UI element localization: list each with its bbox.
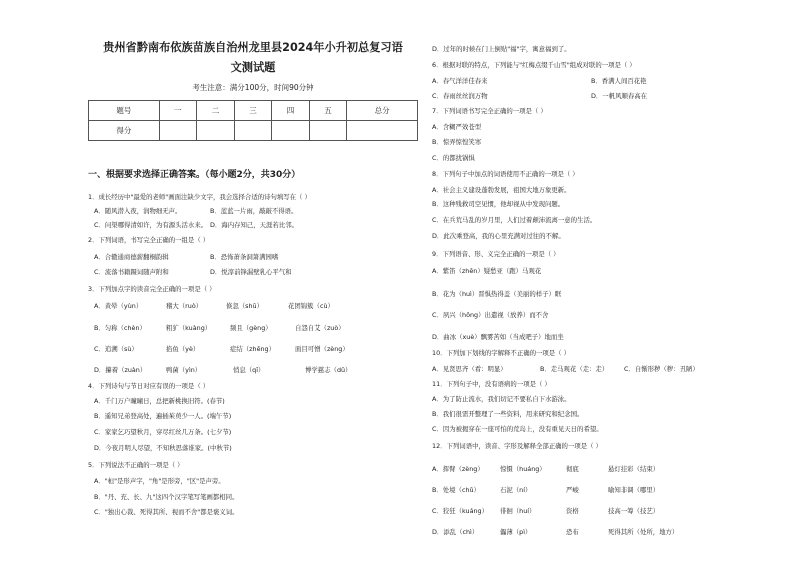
left-line: C．家家乞巧望秋月，穿尽红丝几万条。(七夕节) xyxy=(94,428,232,436)
score-header-cell: 总分 xyxy=(347,101,418,121)
left-line: 倏忽（shū） xyxy=(226,302,263,310)
score-cell[interactable] xyxy=(197,121,235,141)
score-cell[interactable] xyxy=(347,121,418,141)
left-line: 鸭菌（yìn） xyxy=(166,366,202,374)
score-header-cell: 五 xyxy=(309,101,347,121)
left-line: 1．成长经历中"最爱的老师"画面注缺少文字，我会选择合适的诗句填写在（ ） xyxy=(88,193,311,201)
right-line: D．曲冰（xuè）飘雾苦如（当成吧子）地而坐 xyxy=(432,333,564,341)
right-line: A．紫笛（zhēn）疑愁亚（跑）马观花 xyxy=(432,267,542,275)
score-header-cell: 题号 xyxy=(89,101,160,121)
score-table xyxy=(88,100,418,141)
score-cell[interactable] xyxy=(159,121,197,141)
left-line: C．追溯（sù） xyxy=(94,345,138,353)
right-line: 喻知非调（哪里） xyxy=(608,486,660,494)
right-line: 10．下列加下划线的字解释不正确的一项是（ ） xyxy=(432,349,570,357)
right-line: B．我们很需开整理了一些资料，用来研究和纪念国。 xyxy=(432,410,584,418)
right-line: 死得其所（处所，地方） xyxy=(608,528,679,536)
left-line: 稽大（ruò） xyxy=(166,302,203,310)
score-cell[interactable] xyxy=(272,121,310,141)
right-line: 儡薄（pì） xyxy=(500,528,532,536)
left-line: 面目可憎（zèng） xyxy=(295,345,349,353)
right-line: B．走马观花（走：走） xyxy=(540,365,609,373)
right-line: D．一帆风顺春高在 xyxy=(591,92,648,100)
right-line: A．春气洋洋佳春来 xyxy=(432,77,488,85)
left-line: 频且（gèng） xyxy=(230,324,272,332)
score-header-cell: 三 xyxy=(234,101,272,121)
right-line: B．处境（chǔ） xyxy=(432,486,480,494)
right-line: C．春雨丝丝润万物 xyxy=(432,92,488,100)
right-line: 技高一筹（技艺） xyxy=(608,507,660,515)
left-line: 症结（zhēng） xyxy=(230,345,276,353)
right-line: C．狡狂（kuáng） xyxy=(432,507,488,515)
right-line: C．自惭形秽（秽：丑陋） xyxy=(624,365,699,373)
right-line: 6．根据对联的特点，下列能与"红梅点缀千山雪"组成对联的一项是（ ） xyxy=(432,61,636,69)
right-line: C．在兵荒马乱的岁月里，人们过着颠沛流离一意的生活。 xyxy=(432,216,597,224)
right-line: A．为了防止流水，我们切记不要私自下水游泳。 xyxy=(432,395,571,403)
right-line: C．夙兴（hōng）出遣视（放养）而不舍 xyxy=(432,311,549,319)
left-line: C．问渠哪得清如许，为有源头活水来。 xyxy=(94,221,208,229)
right-line: 11．下列句子中，没有语病的一项是（ ） xyxy=(432,380,551,388)
right-line: 徘徊（huí） xyxy=(500,507,536,515)
left-line: 悄息（qī） xyxy=(233,366,265,374)
score-cell[interactable] xyxy=(234,121,272,141)
exam-notice: 考生注意：满分100分，时间90分钟 xyxy=(192,83,314,92)
left-line: C．"独出心裁、死得其所、视而不舍"都是褒义词。 xyxy=(94,508,239,516)
right-line: A．见贤思齐（看：明显） xyxy=(432,365,507,373)
left-line: A．随风潜入夜，润物细无声。 xyxy=(94,207,182,215)
exam-title-line2: 文测试题 xyxy=(230,61,276,74)
exam-title-line1: 贵州省黔南布依族苗族自治州龙里县2024年小升初总复习语 xyxy=(103,41,403,54)
left-line: B．蓝蓝一片雨，敲敲不得语。 xyxy=(210,207,298,215)
right-line: B．这种残救司空见惯，他却视从中发现问题。 xyxy=(432,200,565,208)
left-line: 4．下列诗句与节日对应有误的一项是（ ） xyxy=(88,382,210,390)
right-line: D．添乱（chì） xyxy=(432,528,479,536)
score-header-cell: 一 xyxy=(159,101,197,121)
right-line: 9．下列语音、形、义完全正确的一项是（ ） xyxy=(432,250,560,258)
left-line: D．海内存知己，天涯若比邻。 xyxy=(210,221,298,229)
right-line: 悬灯挂彩（结束） xyxy=(608,465,660,473)
right-line: 资格 xyxy=(566,507,579,515)
left-line: 5．下列说法不正确的一项是（ ） xyxy=(88,461,184,469)
left-line: D．悦淳前锋漏壁乳心平气和 xyxy=(210,268,292,276)
score-row-label: 得分 xyxy=(89,121,160,141)
left-line: D．今夜月明人尽望，不知秋思落谁家。(中秋节) xyxy=(94,444,232,452)
right-line: 彻底 xyxy=(566,465,579,473)
left-line: A．千门万户曈曈日，总把新桃换旧符。(春节) xyxy=(94,397,225,405)
right-line: 恐布 xyxy=(566,528,579,536)
left-line: 花团锦簇（cù） xyxy=(288,302,334,310)
right-line: 石泥（ní） xyxy=(500,486,532,494)
left-line: 掐鱼（yè） xyxy=(166,345,200,353)
left-line: C．流落书籍蹑词随声附和 xyxy=(94,268,169,276)
section-heading: 一、根据要求选择正确答案。（每小题2分，共30分） xyxy=(88,170,301,180)
left-line: B．"丹、充、长、九"这四个汉字笔写笔画都相同。 xyxy=(94,493,239,501)
right-line: D．过年的时候在门上倒贴"福"字，寓意福到了。 xyxy=(432,45,571,53)
right-line: 12．下列词语中，读音、字形及解释全部正确的一项是（ ） xyxy=(432,442,602,450)
left-line: D．攥着（zuàn） xyxy=(94,366,147,374)
left-line: 粗犷（kuàng） xyxy=(166,324,212,332)
left-line: 2．下列词语，书写完全正确的一组是（ ） xyxy=(88,236,210,244)
left-line: B．恐怖萧条洞箫满园嗜 xyxy=(210,253,279,261)
right-line: A．社会主义建设蓬勃发展，祖国大地万象更新。 xyxy=(432,186,571,194)
left-line: A．黄晕（yùn） xyxy=(94,302,143,310)
left-line: 3．下列加点字的读音完全正确的一项是（ ） xyxy=(88,285,216,293)
right-line: 7．下列词语书写完全正确的一项是（ ） xyxy=(432,107,547,115)
score-header-cell: 二 xyxy=(197,101,235,121)
left-line: 博学慈志（dǔ） xyxy=(305,366,352,374)
right-line: 严峻 xyxy=(566,486,579,494)
left-line: 自怨自艾（zuò） xyxy=(295,324,345,332)
score-cell[interactable] xyxy=(309,121,347,141)
right-line: 8．下列句子中加点的词语使用不正确的一项是（ ） xyxy=(432,170,579,178)
right-line: A．挥臂（zèng） xyxy=(432,465,484,473)
exam-title xyxy=(88,38,418,78)
score-header-cell: 四 xyxy=(272,101,310,121)
right-line: D．此次乘登高，我的心里充满对过往的不解。 xyxy=(432,232,565,240)
right-line: C．因为被揭穿在一座可怕的荒岛上，没有重见天日的希望。 xyxy=(432,425,603,433)
left-line: A．合辙通商德薪翻桐韵辑 xyxy=(94,253,169,261)
left-line: A．"桓"是形声字，"角"是形旁，"区"是声旁。 xyxy=(94,477,225,485)
left-line: B．遥知兄弟登高处，遍插茱萸少一人。(端午节) xyxy=(94,412,232,420)
right-line: B．惊弄惊惶笑寒 xyxy=(432,138,482,146)
score-table-score-row xyxy=(89,121,418,141)
right-line: A．含糊严效苍型 xyxy=(432,123,482,131)
right-line: B．香满人间百花艳 xyxy=(591,77,647,85)
score-table-header-row xyxy=(89,101,418,121)
right-line: 惊慑（huáng） xyxy=(500,465,546,473)
left-line: B．匀称（chèn） xyxy=(94,324,146,332)
right-line: C．的都扰锅惧 xyxy=(432,154,475,162)
right-line: B．花为（huì）晋惧热得盖（美丽的样子）眶 xyxy=(432,290,562,298)
